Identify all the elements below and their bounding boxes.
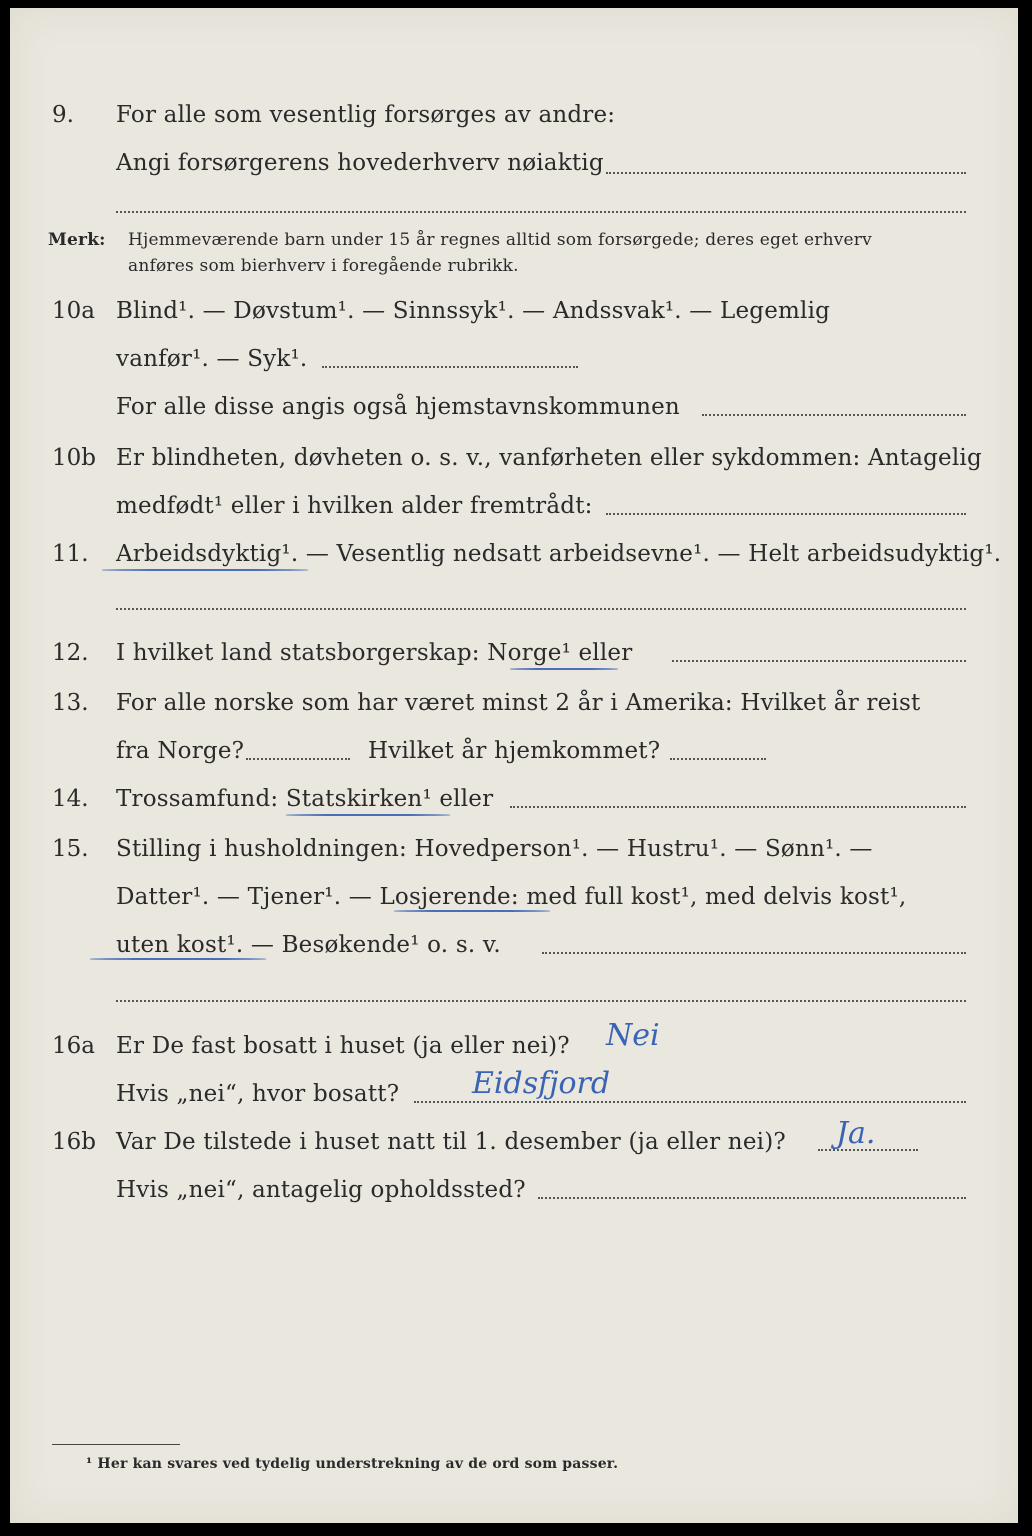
q12-text: I hvilket land statsborgerskap: Norge¹ eller: [116, 640, 633, 666]
q12-underline-mark: [510, 668, 618, 670]
merk-label: Merk:: [48, 230, 106, 250]
q9-line1: For alle som vesentlig forsørges av andre:: [116, 102, 616, 128]
q14-underline-mark: [286, 814, 450, 816]
q13-line1: For alle norske som har været minst 2 år i Amerika: Hvilket år reist: [116, 690, 921, 716]
merk-line2: anføres som bierhverv i foregående rubrikk.: [128, 256, 519, 276]
q16a-line2: Hvis „nei“, hvor bosatt?: [116, 1081, 400, 1107]
q16a-answer-line: [414, 1101, 966, 1103]
q14-number: 14.: [52, 786, 89, 812]
q15-line2: Datter¹. — Tjener¹. — Losjerende: med full kost¹, med delvis kost¹,: [116, 884, 907, 910]
q13-answer-line-b: [670, 758, 766, 760]
q16b-answer-line-2: [538, 1197, 966, 1199]
q16b-number: 16b: [52, 1129, 96, 1155]
q13-number: 13.: [52, 690, 89, 716]
q16b-line1: Var De tilstede i huset natt til 1. desember (ja eller nei)?: [116, 1129, 786, 1155]
q9-answer-line-2: [116, 211, 966, 213]
q9-answer-line: [606, 172, 966, 174]
q12-number: 12.: [52, 640, 89, 666]
q10b-line2: medfødt¹ eller i hvilken alder fremtrådt:: [116, 493, 593, 519]
q16a-handwritten-answer-2: Eidsfjord: [472, 1066, 611, 1101]
q15-answer-line-2: [116, 1000, 966, 1002]
q13-line2a: fra Norge?: [116, 738, 245, 764]
q10b-line1: Er blindheten, døvheten o. s. v., vanførheten eller sykdommen: Antagelig: [116, 445, 982, 471]
q15-line3: uten kost¹. — Besøkende¹ o. s. v.: [116, 932, 501, 958]
q15-answer-line: [542, 952, 966, 954]
q16a-number: 16a: [52, 1033, 95, 1059]
q10a-number: 10a: [52, 298, 95, 324]
q13-line2b: Hvilket år hjemkommet?: [368, 738, 661, 764]
q10b-number: 10b: [52, 445, 96, 471]
q16b-answer-line-1: [818, 1149, 918, 1151]
q10b-answer-line: [606, 513, 966, 515]
q16a-line1: Er De fast bosatt i huset (ja eller nei)?: [116, 1033, 570, 1059]
q14-answer-line: [510, 806, 966, 808]
q9-number: 9.: [52, 102, 74, 128]
q9-line2: Angi forsørgerens hovederhverv nøiaktig: [116, 150, 604, 176]
q14-text: Trossamfund: Statskirken¹ eller: [116, 786, 494, 812]
footnote-rule: [52, 1444, 180, 1445]
q10a-line1: Blind¹. — Døvstum¹. — Sinnssyk¹. — Andssvak¹. — Legemlig: [116, 298, 831, 324]
q15-number: 15.: [52, 836, 89, 862]
merk-line1: Hjemmeværende barn under 15 år regnes alltid som forsørgede; deres eget erhverv: [128, 230, 872, 250]
footnote: ¹ Her kan svares ved tydelig understrekning av de ord som passer.: [86, 1456, 619, 1472]
q15-line1: Stilling i husholdningen: Hovedperson¹. — Hustru¹. — Sønn¹. —: [116, 836, 873, 862]
q16b-line2: Hvis „nei“, antagelig opholdssted?: [116, 1177, 526, 1203]
q11-answer-line: [116, 608, 966, 610]
q10a-answer-line-2: [702, 414, 966, 416]
census-form-page: [10, 8, 1018, 1523]
q15-underline-mark-1: [394, 910, 550, 912]
q10a-line2: vanfør¹. — Syk¹.: [116, 346, 308, 372]
q10a-line3: For alle disse angis også hjemstavnskommunen: [116, 394, 680, 420]
q16a-handwritten-answer-1: Nei: [606, 1018, 660, 1053]
q11-text: Arbeidsdyktig¹. — Vesentlig nedsatt arbeidsevne¹. — Helt arbeidsudyktig¹.: [116, 541, 1002, 567]
q13-answer-line-a: [246, 758, 350, 760]
q16b-handwritten-answer: Ja.: [836, 1116, 876, 1151]
q15-underline-mark-2: [90, 958, 266, 960]
q11-underline-mark: [102, 569, 308, 571]
q10a-answer-line: [322, 366, 578, 368]
q11-number: 11.: [52, 541, 89, 567]
q12-answer-line: [672, 660, 966, 662]
